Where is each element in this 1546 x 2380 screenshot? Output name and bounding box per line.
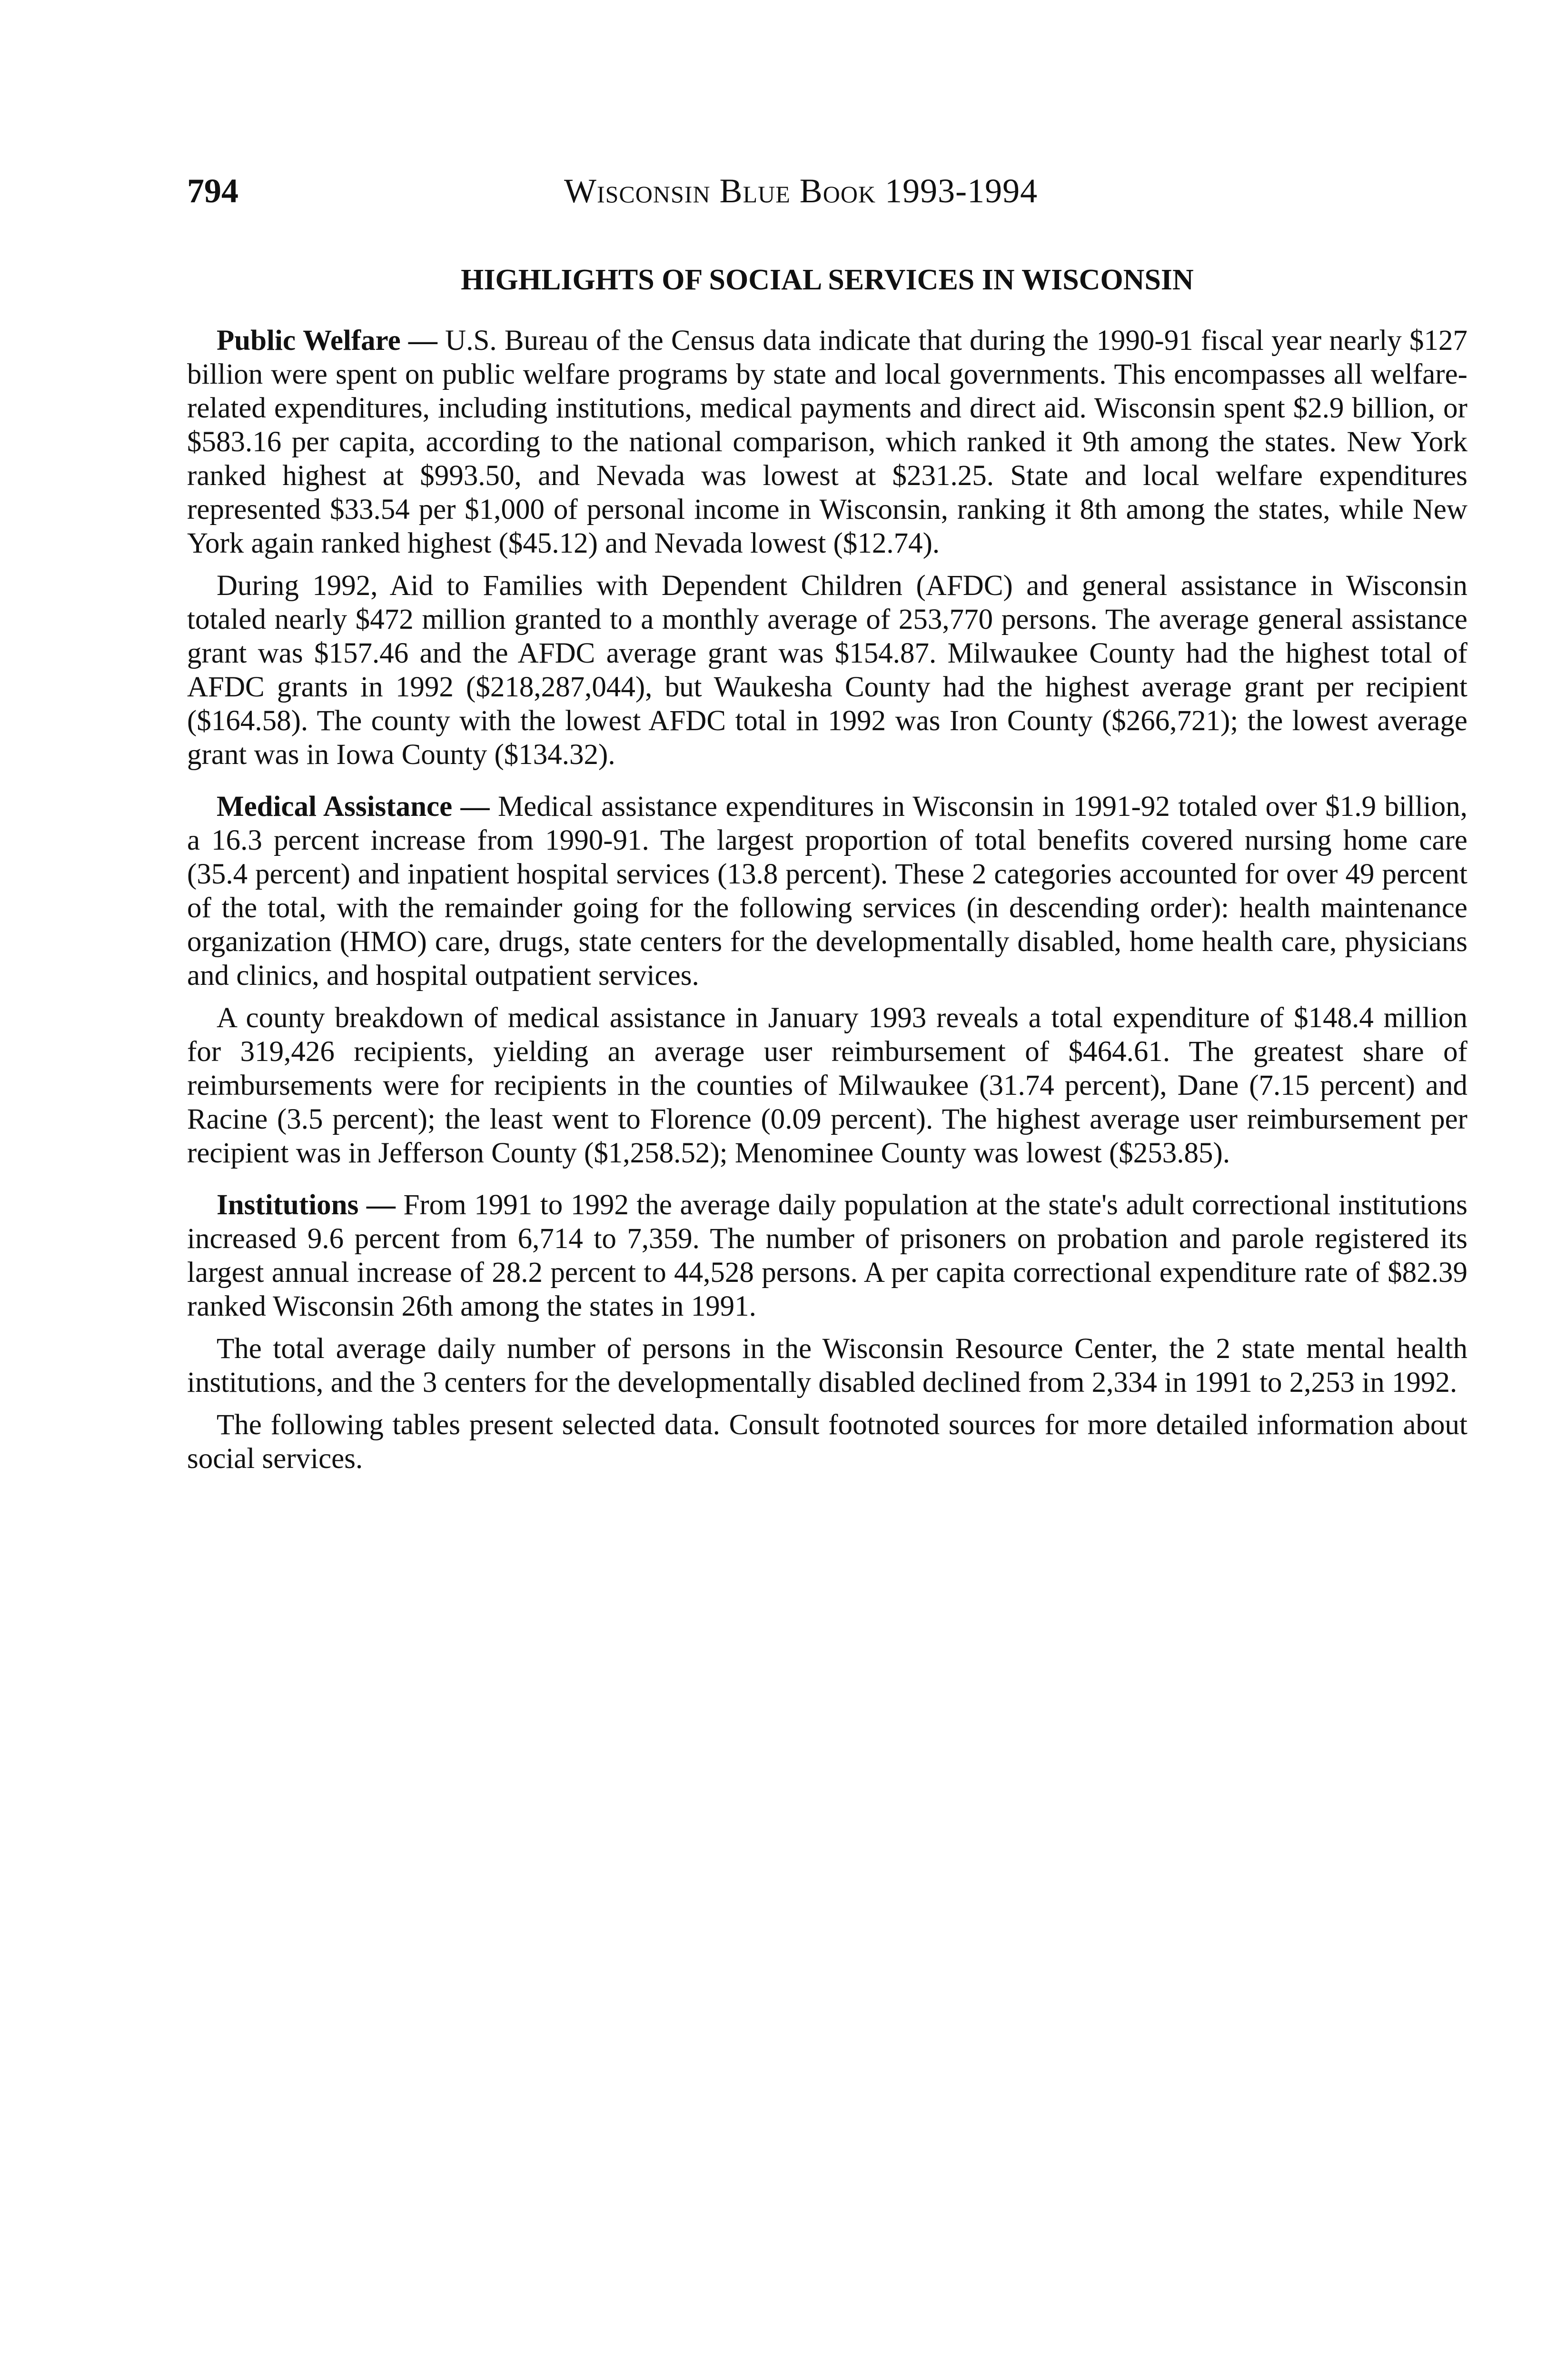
running-title: Wisconsin Blue Book 1993-1994 [564, 172, 1038, 210]
medical-assistance-text-1: Medical assistance expenditures in Wisconsin in 1991-92 totaled over $1.9 billion, a 16.3 percent increase from 1990-91. The largest proportion of total benefits covered nursing home care (35.4 percent) and inpatient hospital services (13.8 percent). These 2 categories accounted for over 49 percent of the total, with the remainder going for the following services (in descending order): health maintenance organization (HMO) care, drugs, state centers for the developmentally disabled, home health care, physicians and clinics, and hospital outpatient services. [187, 791, 1467, 992]
closing-paragraph: The following tables present selected data. Consult footnoted sources for more detailed information about social services. [187, 1409, 1467, 1475]
medical-assistance-paragraph-2: A county breakdown of medical assistance in January 1993 reveals a total expenditure of $148.4 million for 319,426 recipients, yielding an average user reimbursement of $464.61. The greatest share of reimbursements were for recipients in the counties of Milwaukee (31.74 percent), Dane (7.15 percent) and Racine (3.5 percent); the least went to Florence (0.09 percent). The highest average user reimbursement per recipient was in Jefferson County ($1,258.52); Menominee County was lowest ($253.85). [187, 1002, 1467, 1169]
institutions-text-1: From 1991 to 1992 the average daily population at the state's adult correctional institutions increased 9.6 percent from 6,714 to 7,359. The number of prisoners on probation and parole registered its largest annual increase of 28.2 percent to 44,528 persons. A per capita correctional expenditure rate of $82.39 ranked Wisconsin 26th among the states in 1991. [187, 1189, 1468, 1322]
public-welfare-heading: Public Welfare — [217, 325, 437, 357]
page-number: 794 [187, 172, 238, 210]
public-welfare-paragraph-1 [187, 324, 1467, 560]
body-text [187, 324, 1467, 1484]
institutions-paragraph-1 [187, 1188, 1467, 1323]
public-welfare-text-1: U.S. Bureau of the Census data indicate that during the 1990-91 fiscal year nearly $127 billion were spent on public welfare programs by state and local governments. This encompasses all welfare-related expenditures, including institutions, medical payments and direct aid. Wisconsin spent $2.9 billion, or $583.16 per capita, according to the national comparison, which ranked it 9th among the states. New York ranked highest at $993.50, and Nevada was lowest at $231.25. State and local welfare expenditures represented $33.54 per $1,000 of personal income in Wisconsin, ranking it 8th among the states, while New York again ranked highest ($45.12) and Nevada lowest ($12.74). [187, 325, 1468, 559]
medical-assistance-heading: Medical Assistance — [217, 791, 490, 823]
institutions-heading: Institutions — [217, 1189, 396, 1221]
institutions-paragraph-2: The total average daily number of persons in the Wisconsin Resource Center, the 2 state mental health institutions, and the 3 centers for the developmentally disabled declined from 2,334 in 1991 to 2,253 in 1992. [187, 1333, 1467, 1398]
medical-assistance-paragraph-1 [187, 790, 1467, 992]
public-welfare-paragraph-2: During 1992, Aid to Families with Dependent Children (AFDC) and general assistance in Wisconsin totaled nearly $472 million granted to a monthly average of 253,770 persons. The average general assistance grant was $157.46 and the AFDC average grant was $154.87. Milwaukee County had the highest total of AFDC grants in 1992 ($218,287,044), but Waukesha County had the highest average grant per recipient ($164.58). The county with the lowest AFDC total in 1992 was Iron County ($266,721); the lowest average grant was in Iowa County ($134.32). [187, 570, 1467, 771]
section-title: HIGHLIGHTS OF SOCIAL SERVICES IN WISCONSIN [461, 264, 1194, 296]
page-header [187, 169, 1467, 222]
